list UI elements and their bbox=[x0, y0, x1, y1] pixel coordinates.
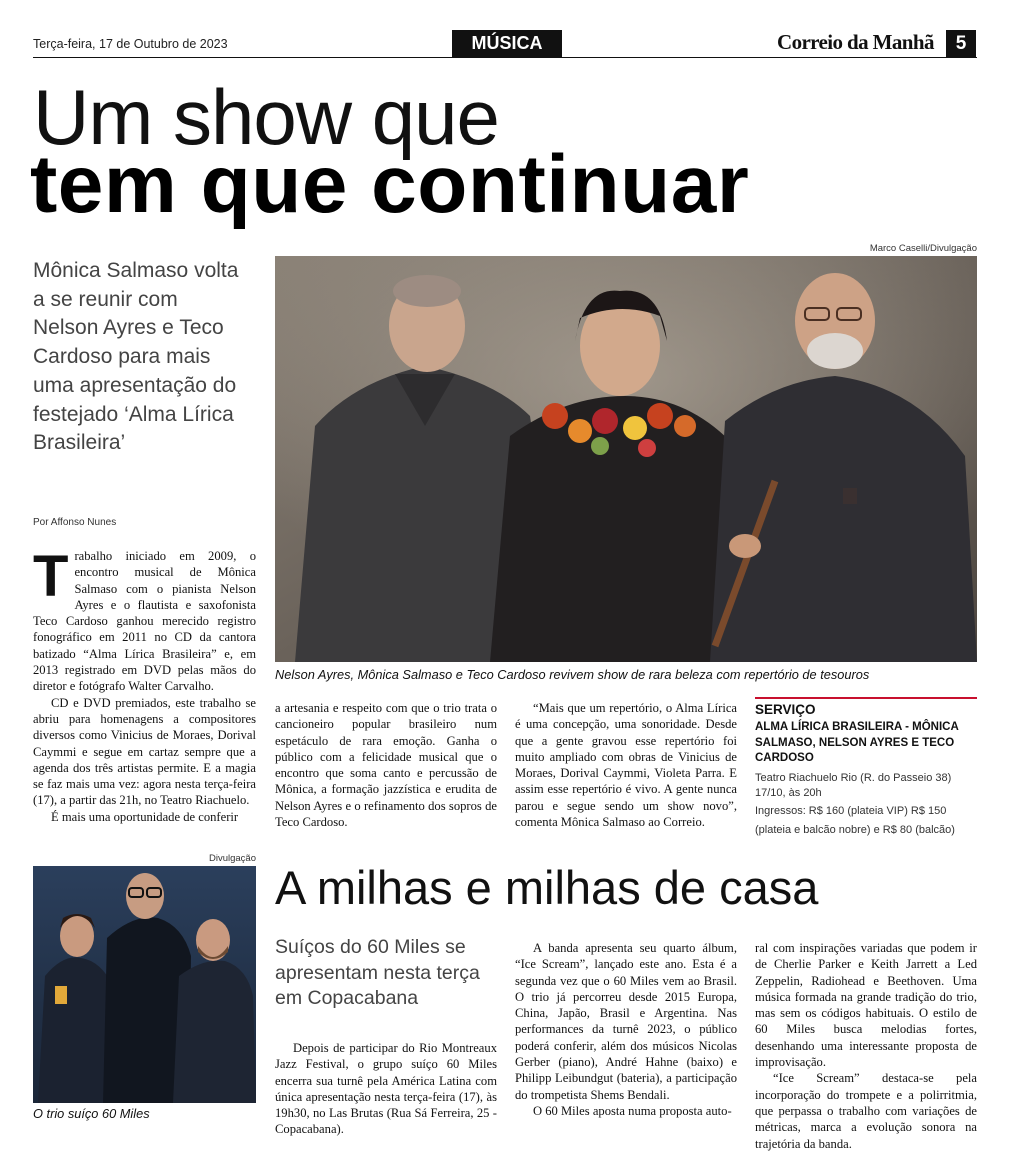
second-photo bbox=[33, 866, 256, 1103]
second-deck: Suíços do 60 Miles se apresentam nesta terça em Copacabana bbox=[275, 936, 480, 1010]
servico-venue: Teatro Riachuelo Rio (R. do Passeio 38) bbox=[755, 771, 952, 784]
servico-title: SERVIÇO bbox=[755, 702, 816, 717]
main-col1-p2: CD e DVD premiados, este trabalho se abriu para homenagens a compositores diversos como Vinicius de Moraes, Dorival Caymmi e segue em cartaz sempre que a agenda dos três artistas permite. E a magia se faz mais uma vez: agora nesta terça-feira (17), a partir das 21h, no Teatro Riachuelo. bbox=[33, 695, 256, 808]
page-number: 5 bbox=[946, 30, 976, 57]
servico-rule bbox=[755, 697, 977, 699]
second-photo-credit: Divulgação bbox=[209, 853, 256, 864]
main-body-col2 bbox=[275, 700, 497, 830]
main-photo bbox=[275, 256, 977, 662]
headline-bold: tem que continuar bbox=[30, 139, 750, 230]
second-col1-p1: Depois de participar do Rio Montreaux Jazz Festival, o grupo suíço 60 Miles encerra sua turnê pela América Latina com única apresentação nesta terça-feira (17), às 19h30, no Las Brutas (Rua Sá Ferreira, 25 - Copacabana). bbox=[275, 1041, 497, 1137]
header-rule bbox=[33, 57, 977, 58]
main-col1-p1: rabalho iniciado em 2009, o encontro musical de Mônica Salmaso com o pianista Nelson Ayres e o flautista e saxofonista Teco Cardoso ganhou merecido registro fonográfico em 2011 no CD da cantora batizado “Alma Lírica Brasileira” e, em 2013 registrado em DVD pelas mãos do diretor e fotógrafo Walter Carvalho. bbox=[33, 549, 256, 694]
second-photo-caption: O trio suíço 60 Miles bbox=[33, 1106, 150, 1121]
main-deck: Mônica Salmaso volta a se reunir com Nelson Ayres e Teco Cardoso para mais uma apresentação do festejado ‘Alma Lírica Brasileira’ bbox=[33, 259, 239, 455]
photo-credit: Marco Caselli/Divulgação bbox=[869, 243, 977, 254]
headline-light: Um show que bbox=[33, 73, 499, 161]
main-col1-p3: É mais uma oportunidade de conferir bbox=[51, 809, 239, 824]
second-body-col3 bbox=[755, 940, 977, 1152]
second-col2-p2: O 60 Miles aposta numa proposta auto- bbox=[533, 1103, 732, 1118]
section-label: MÚSICA bbox=[452, 30, 562, 57]
main-col3-p1: “Mais que um repertório, o Alma Lírica é uma concepção, uma sonoridade. Desde que a gente gravou esse repertório foi muito ampliado com obras de Vinicius de Moraes, Dorival Caymmi, Violeta Parra. E assim esse repertório é vivo. A gente nunca parou e segue sendo um show novo”, comenta Mônica Salmaso ao Correio. bbox=[515, 701, 737, 830]
second-body-col2 bbox=[515, 940, 737, 1119]
main-body-col3 bbox=[515, 700, 737, 830]
newspaper-name: Correio da Manhã bbox=[777, 30, 934, 54]
servico-datetime: 17/10, às 20h bbox=[755, 787, 822, 799]
servico-event: ALMA LÍRICA BRASILEIRA - MÔNICA SALMASO, NELSON AYRES E TECO CARDOSO bbox=[755, 721, 959, 764]
issue-date: Terça-feira, 17 de Outubro de 2023 bbox=[33, 37, 228, 51]
main-col2-p1: a artesania e respeito com que o trio trata o cancioneiro popular brasileiro num espetáculo de rara emoção. Ganha o público com a felicidade musical que o encontro que soma canto e percussão de Mônica, a formação jazzística e erudita de Nelson Ayres e o refinamento dos sopros de Teco Cardoso. bbox=[275, 701, 497, 830]
second-col2-p1: A banda apresenta seu quarto álbum, “Ice Scream”, lançado este ano. Esta é a segunda vez que o 60 Miles vem ao Brasil. O trio já percorreu desde 2015 Europa, China, Japão, Brasil e Argentina. Nas performances da turnê 2023, o público poderá conferir, além dos músicos Nicolas Gerber (piano), André Hahne (baixo) e Philipp Leibundgut (bateria), a participação do trompetista Shems Bendali. bbox=[515, 941, 737, 1102]
servico-tickets: Ingressos: R$ 160 (plateia VIP) R$ 150 (plateia e balcão nobre) e R$ 80 (balcão) bbox=[755, 804, 955, 836]
second-body-col1 bbox=[275, 1040, 497, 1138]
second-col3-p2: “Ice Scream” destaca-se pela incorporação do trompete e a polirritmia, que perpassa o trabalho com variações de métricas, marca a evolução sonora na trajetória da banda. bbox=[755, 1071, 977, 1151]
byline: Por Affonso Nunes bbox=[33, 517, 117, 528]
main-body-col1 bbox=[33, 544, 256, 825]
second-headline: A milhas e milhas de casa bbox=[275, 861, 819, 914]
second-col3-p1: ral com inspirações variadas que podem ir de Cherlie Parker e Keith Jarrett a Led Zeppelin, Radiohead e Beethoven. Uma música formada na grande tradição do trio, mas sem os códigos habituais. O estilo de 60 Miles busca melodias fortes, desenhando uma interessante proposta de improvisação. bbox=[755, 941, 977, 1070]
trio-portrait-image bbox=[275, 256, 977, 662]
main-photo-caption: Nelson Ayres, Mônica Salmaso e Teco Cardoso revivem show de rara beleza com repertório de tesouros bbox=[275, 667, 870, 682]
drop-cap: T bbox=[33, 544, 69, 609]
servico-box bbox=[755, 702, 977, 840]
60-miles-trio-image bbox=[33, 866, 256, 1103]
